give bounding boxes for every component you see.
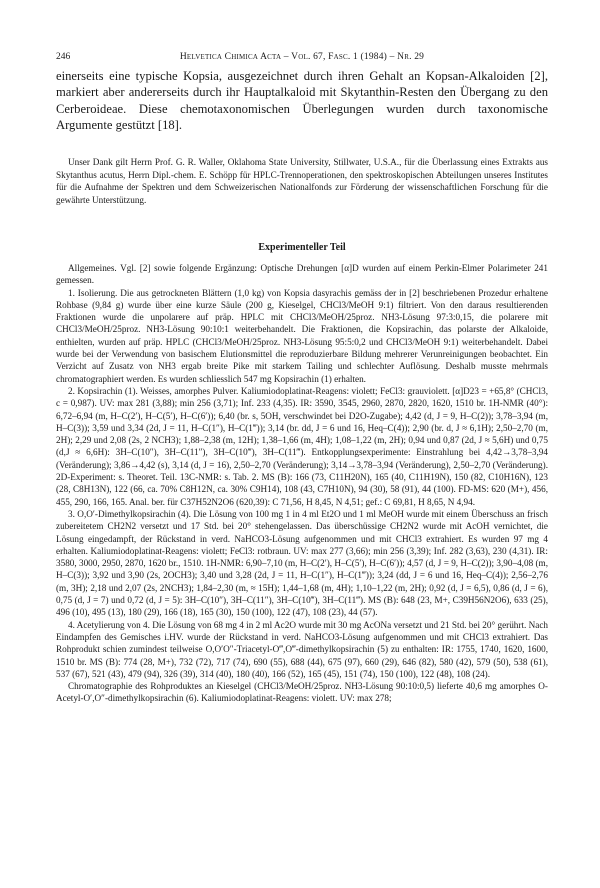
paragraph-chromatography: Chromatographie des Rohproduktes an Kieselgel (CHCl3/MeOH/25proz. NH3-Lösung 90:10:0,5) lieferte 40,6 mg amorphes O-Acetyl-O′,O″-dimethylkopsirachin (6). Kaliumiodoplatinat-Reagens: violett. UV: max 278; xyxy=(56,681,548,704)
paragraph-general: Allgemeines. Vgl. [2] sowie folgende Ergänzung: Optische Drehungen [α]D wurden auf einem Perkin-Elmer Polarimeter 241 gemessen. xyxy=(56,263,548,286)
experimental-body xyxy=(56,262,548,705)
running-head: Helvetica Chimica Acta – Vol. 67, Fasc. 1 (1984) – Nr. 29 xyxy=(179,52,425,62)
paragraph-dimethylkopsirachin: 3. O,O′-Dimethylkopsirachin (4). Die Lösung von 100 mg 1 in 4 ml Et2O und 1 ml MeOH wurde mit einem Überschuss an frisch zubereitetem CH2N2 versetzt und 17 Std. bei 20° stehengelassen. Das überschüssige CH2N2 wurde mit AcOH vernichtet, die Lösung eingedampft, der Rückstand in verd. NaHCO3-Lösung aufgenommen und mit CHCl3 extrahiert. Es wurden 97 mg 4 erhalten. Kaliumiodoplatinat-Reagens: violett; FeCl3: rotbraun. UV: max 277 (3,66); min 256 (3,39); Inf. 282 (3,63), 230 (4,31). IR: 3580, 3000, 2950, 2870, 1620 br., 1510. 1H-NMR: 6,90–7,10 (m, H–C(2′), H–C(5′), H–C(6′)); 4,57 (d, J = 9, H–C(2)); 3,90–4,08 (m, H–C(3)); 3,92 und 3,90 (2s, 2OCH3); 3,40 und 3,28 (2d, J = 11, H–C(1″), H–C(1‴)); 3,24 (dd, J = 6 und 16, Heq–C(4)); 2,56–2,76 (m, 3H); 2,18 und 2,07 (2s, 2NCH3); 1,84–2,30 (m, ≈ 15H); 1,44–1,68 (m, 4H); 1,10–1,22 (m, 2H); 0,92 (d, J = 6,5), 0,86 (d, J = 6), 0,75 (d, J = 7) und 0,72 (d, J = 5): 3H–C(10″), 3H–C(11″), 3H–C(10‴), 3H–C(11‴). MS (B): 648 (23, M+, C39H56N2O6), 633 (25), 496 (10), 495 (13), 180 (29), 166 (18), 165 (30), 150 (100), 122 (47), 108 (23), 44 (57). xyxy=(56,508,548,618)
paragraph-acetylation: 4. Acetylierung von 4. Die Lösung von 68 mg 4 in 2 ml Ac2O wurde mit 30 mg AcONa versetzt und 21 Std. bei 20° gerührt. Nach Eindampfen des Gemisches i.HV. wurde der Rückstand in verd. NaHCO3-Lösung aufgenommen und mit CHCl3 extrahiert. Das Rohprodukt schien zumindest teilweise O,O′O″-Triacetyl-O‴,O‴-dimethylkopsirachin (5) zu enthalten: IR: 1755, 1740, 1620, 1600, 1510 br. MS (B): 774 (28, M+), 732 (72), 717 (74), 690 (55), 688 (44), 675 (97), 660 (29), 646 (82), 580 (42), 579 (50), 538 (61), 537 (67), 521 (43), 479 (94), 326 (39), 314 (40), 180 (40), 166 (52), 165 (45), 151 (74), 150 (100), 122 (48), 108 (24). xyxy=(56,619,548,679)
paragraph-isolation: 1. Isolierung. Die aus getrockneten Blättern (1,0 kg) von Kopsia dasyrachis gemäss der in [2] beschriebenen Prozedur erhaltene Rohbase (9,84 g) wurde über eine kurze Säule (200 g, Kieselgel, CHCl3/MeOH 9:1) filtriert. Von den daraus resultierenden Fraktionen wurde die unpolarere auf präp. HPLC mit CHCl3/MeOH/25proz. NH3-Lösung 97:3:0,15, die polarere mit CHCl3/MeOH/25proz. NH3-Lösung 90:10:1 weiterbehandelt. Die Fraktionen, die Kopsirachin, das polarste der Alkaloide, enthielten, wurden auf präp. HPLC (CHCl3/MeOH/25proz. NH3-Lösung 95:5:0,2 und CHCl3/MeOH 9:1) weiterbehandelt. Dabei wurde bei der Verwendung von basischem Elutionsmittel die reproduzierbare Bildung mehrerer Verunreinigungen beobachtet. Ein Verzicht auf Zusatz von NH3 ergab breite Pike mit starkem Tailing und schlechter Auflösung. Deshalb musste mehrmals chromatographiert werden. Es wurden schliesslich 547 mg Kopsirachin (1) erhalten. xyxy=(56,287,548,384)
lead-paragraph-text: einerseits eine typische Kopsia, ausgezeichnet durch ihren Gehalt an Kopsan-Alkaloiden [2], markiert aber andererseits durch ihr Hauptalkaloid mit Skytanthin-Resten den Übergang zu den Cerberoideae. Diese chemotaxonomischen Überlegungen wurden durch taxonomische Argumente gestützt [18]. xyxy=(56,69,548,133)
acknowledgement-text: Unser Dank gilt Herrn Prof. G. R. Waller, Oklahoma State University, Stillwater, U.S.A., für die Überlassung eines Extrakts aus Skytanthus acutus, Herrn Dipl.-chem. E. Schöpp für HPLC-Trennoperationen, den spektroskopischen Abteilungen unseres Institutes für die Aufnahme der Spektren und dem Schweizerischen Nationalfonds zur Förderung der wissenschaftlichen Forschung für die gewährte Unterstützung. xyxy=(56,157,548,206)
section-title: Experimenteller Teil xyxy=(258,242,346,253)
lead-paragraph xyxy=(56,68,548,134)
acknowledgement xyxy=(56,156,548,207)
paragraph-kopsirachin: 2. Kopsirachin (1). Weisses, amorphes Pulver. Kaliumiodoplatinat-Reagens: violett; FeCl3: grauviolett. [α]D23 = +65,8° (CHCl3, c = 0,987). UV: max 281 (3,88); min 256 (3,71); Inf. 233 (4,35). IR: 3590, 3545, 2960, 2870, 2820, 1620, 1510 br. 1H-NMR (40°): 6,72–6,94 (m, H–C(2′), H–C(5′), H–C(6′)); 6,40 (br. s, 5OH, verschwindet bei D2O-Zugabe); 4,42 (d, J = 9, H–C(2)); 3,78–3,94 (m, H–C(3)); 3,59 und 3,34 (2d, J = 11, H–C(1″), H–C(1‴)); 3,14 (br. dd, J = 6 und 16, Heq–C(4)); 2,90 (br. d, J ≈ 6,1H); 2,50–2,70 (m, 2H); 2,29 und 2,08 (2s, 2 NCH3); 1,88–2,38 (m, 12H); 1,38–1,66 (m, 4H); 1,08–1,22 (m, 2H); 0,94 und 0,87 (2d, J ≈ 5,6H) und 0,75 (d,J ≈ 6,6H): 3H–C(10″), 3H–C(11″), 3H–C(10‴), 3H–C(11‴). Entkopplungsexperimente: Einstrahlung bei 4,42→3,78–3,94 (Veränderung); 3,86→4,42 (s), 3,14 (d, J = 16), 2,50–2,70 (Veränderung); 3,14→3,78–3,94 (Veränderung), 2,50–2,70 (Veränderung). 2D-Experiment: s. Theoret. Teil. 13C-NMR: s. Tab. 2. MS (B): 166 (73, C11H20N), 165 (40, C11H19N), 150 (82, C10H16N), 123 (28, C8H13N), 122 (66, ca. 70% C8H12N, ca. 30% C9H14), 108 (43, C7H10N), 94 (30), 58 (91), 44 (100). FD-MS: 620 (M+), 456, 455, 290, 166, 165. Anal. ber. für C37H52N2O6 (620,39): C 71,56, H 8,45, N 4,51; gef.: C 69,81, H 8,65, N 4,94. xyxy=(56,385,548,507)
page-header xyxy=(56,50,548,64)
page-number: 246 xyxy=(56,52,71,62)
